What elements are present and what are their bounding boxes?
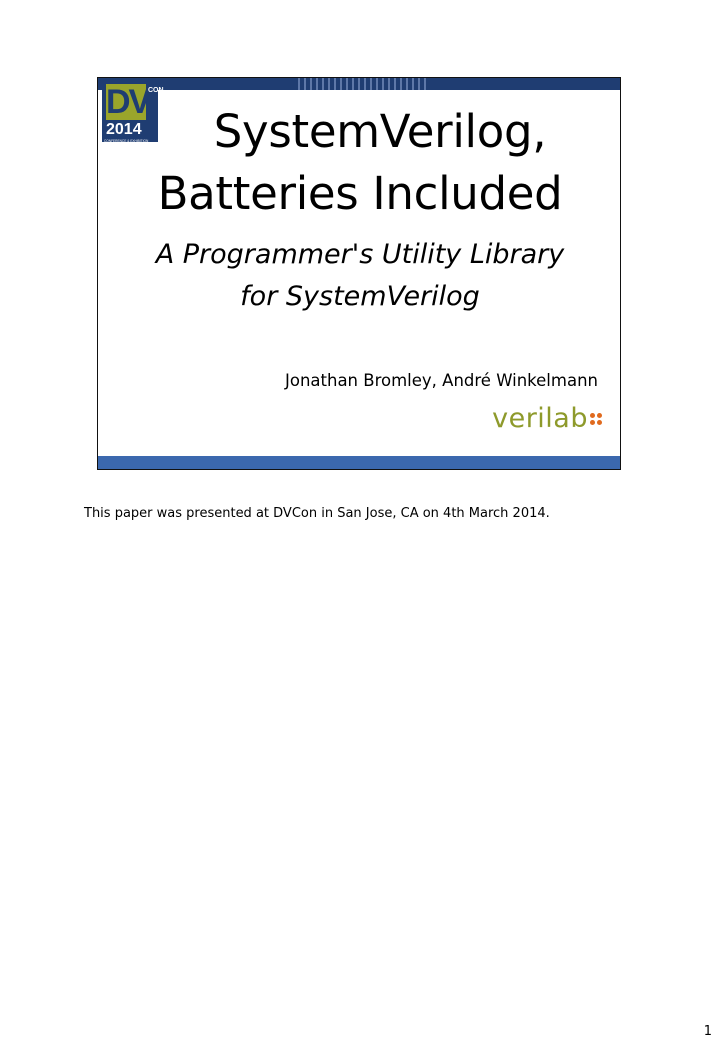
top-bar-stripes [298,78,428,90]
slide-authors: Jonathan Bromley, André Winkelmann [284,371,598,390]
logo-con-text: CON [148,87,164,94]
logo-year: 2014 [106,121,142,138]
logo-top-text: DESIGN & VERIFICATION [103,77,156,81]
presentation-note: This paper was presented at DVCon in San Jose, CA on 4th March 2014. [84,506,550,521]
logo-subtitle: CONFERENCE & EXHIBITION [104,139,149,143]
slide-title-line-2: Batteries Included [157,167,563,220]
slide-title-line-1: SystemVerilog, [213,105,547,158]
slide-image [97,77,621,470]
slide-subtitle-line-2: for SystemVerilog [240,281,480,312]
verilab-dots-icon [590,413,602,425]
logo-dv-text: DV [106,83,150,121]
page-number: 1 [703,1024,712,1039]
verilab-logo-text: verilab [492,403,588,434]
slide-bottom-bar [98,456,620,469]
slide-subtitle-line-1: A Programmer's Utility Library [155,239,565,270]
slide-top-bar [98,78,620,90]
verilab-logo [492,404,602,434]
